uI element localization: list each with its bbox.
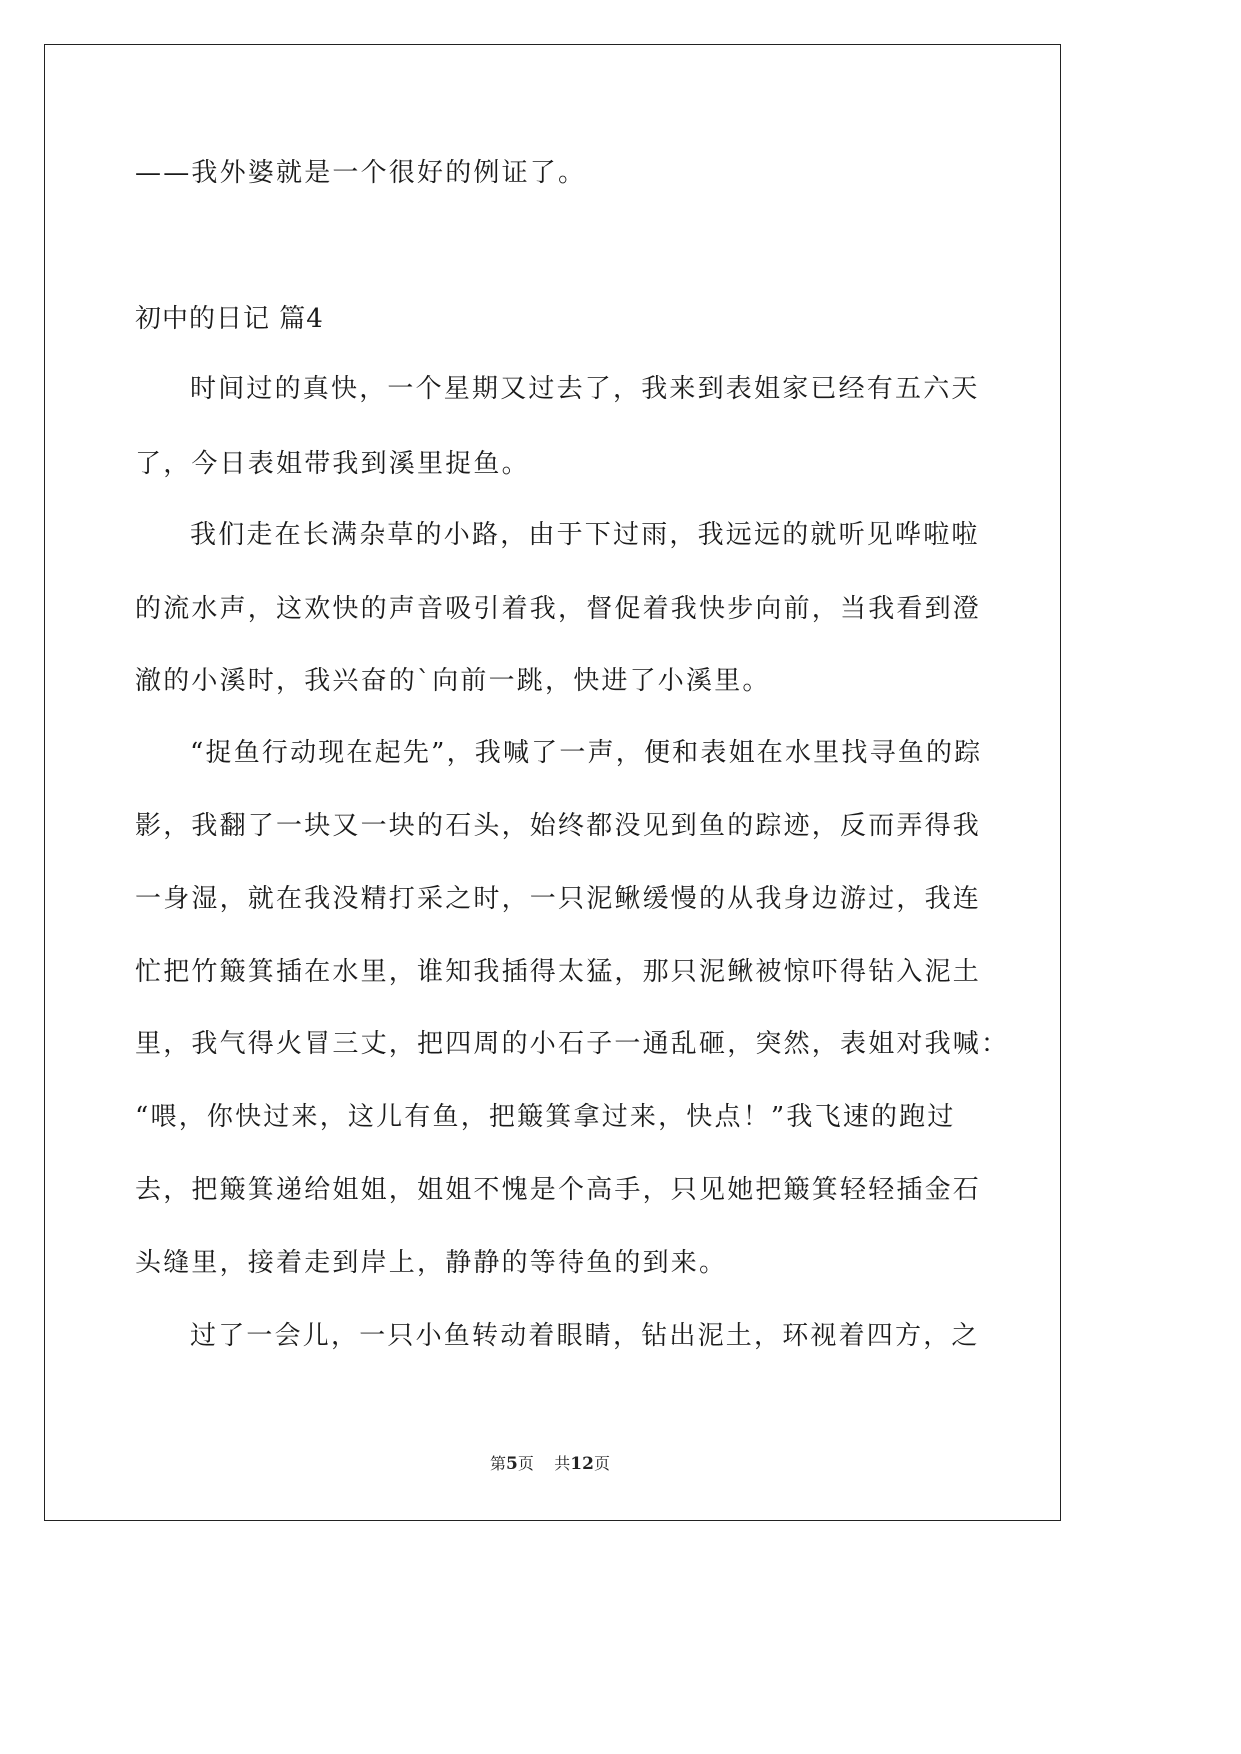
paragraph-line: 一身湿，就在我没精打采之时，一只泥鳅缓慢的从我身边游过，我连: [135, 884, 982, 914]
current-page-number: 5: [506, 1454, 518, 1474]
paragraph-line: “喂，你快过来，这儿有鱼，把簸箕拿过来，快点！”我飞速的跑过: [135, 1102, 956, 1132]
footer-total-prefix: 共: [554, 1454, 571, 1473]
paragraph-line: “捉鱼行动现在起先”，我喊了一声，便和表姐在水里找寻鱼的踪: [190, 738, 983, 768]
paragraph-line: 里，我气得火冒三丈，把四周的小石子一通乱砸，突然，表姐对我喊：: [135, 1029, 1010, 1059]
page-number-footer: [0, 1451, 1100, 1474]
footer-prefix: 第: [490, 1454, 507, 1473]
paragraph-line: 时间过的真快，一个星期又过去了，我来到表姐家已经有五六天: [190, 374, 980, 404]
text-line: ——我外婆就是一个很好的例证了。: [135, 158, 587, 188]
paragraph-line: 忙把竹簸箕插在水里，谁知我插得太猛，那只泥鳅被惊吓得钻入泥土: [135, 957, 982, 987]
paragraph-line: 了，今日表姐带我到溪里捉鱼。: [135, 449, 530, 479]
total-pages-number: 12: [570, 1454, 594, 1474]
paragraph-line: 澈的小溪时，我兴奋的`向前一跳，快进了小溪里。: [135, 666, 771, 696]
page-border: [44, 44, 1061, 1521]
footer-page-suffix: 页: [517, 1454, 534, 1473]
paragraph-line: 我们走在长满杂草的小路，由于下过雨，我远远的就听见哗啦啦: [190, 520, 980, 550]
paragraph-line: 影，我翻了一块又一块的石头，始终都没见到鱼的踪迹，反而弄得我: [135, 811, 982, 841]
paragraph-line: 去，把簸箕递给姐姐，姐姐不愧是个高手，只见她把簸箕轻轻插金石: [135, 1175, 982, 1205]
paragraph-line: 的流水声，这欢快的声音吸引着我，督促着我快步向前，当我看到澄: [135, 594, 982, 624]
paragraph-line: 过了一会儿，一只小鱼转动着眼睛，钻出泥土，环视着四方，之: [190, 1321, 980, 1351]
section-heading: 初中的日记 篇4: [135, 304, 324, 334]
footer-total-suffix: 页: [593, 1454, 610, 1473]
paragraph-line: 头缝里，接着走到岸上，静静的等待鱼的到来。: [135, 1248, 728, 1278]
